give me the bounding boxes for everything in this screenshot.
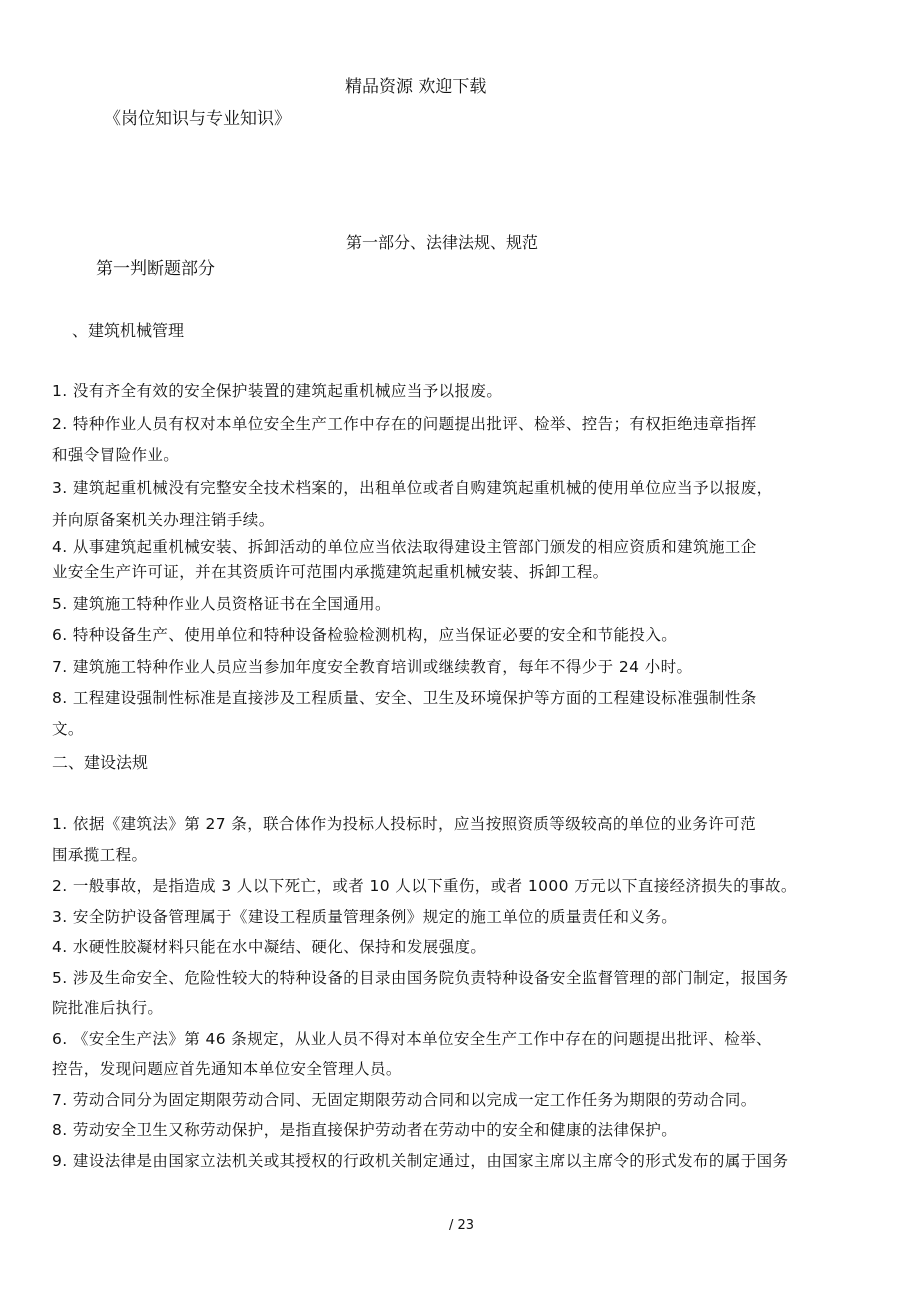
list-line: 控告，发现问题应首先通知本单位安全管理人员。 bbox=[52, 1060, 402, 1078]
section-title: 第一判断题部分 bbox=[96, 259, 215, 279]
list-line: 业安全生产许可证，并在其资质许可范围内承揽建筑起重机械安装、拆卸工程。 bbox=[52, 563, 609, 581]
document-title: 《岗位知识与专业知识》 bbox=[104, 109, 291, 129]
list-line: 5. 涉及生命安全、危险性较大的特种设备的目录由国务院负责特种设备安全监督管理的部门制定，报国务 bbox=[52, 969, 789, 987]
part-title: 第一部分、法律法规、规范 bbox=[346, 233, 539, 252]
list-line: 2. 特种作业人员有权对本单位安全生产工作中存在的问题提出批评、检举、控告；有权拒绝违章指挥 bbox=[52, 415, 757, 433]
list-line: 围承揽工程。 bbox=[52, 846, 148, 864]
list-line: 1. 依据《建筑法》第 27 条，联合体作为投标人投标时，应当按照资质等级较高的单位的业务许可范 bbox=[52, 815, 756, 833]
list-line: 5. 建筑施工特种作业人员资格证书在全国通用。 bbox=[52, 595, 391, 613]
list-line: 3. 安全防护设备管理属于《建设工程质量管理条例》规定的施工单位的质量责任和义务。 bbox=[52, 908, 678, 926]
list-line: 7. 建筑施工特种作业人员应当参加年度安全教育培训或继续教育，每年不得少于 24 小时。 bbox=[52, 658, 693, 676]
subsection-heading-1: 、建筑机械管理 bbox=[72, 321, 185, 340]
list-line: 6. 特种设备生产、使用单位和特种设备检验检测机构，应当保证必要的安全和节能投入。 bbox=[52, 626, 678, 644]
list-line: 1. 没有齐全有效的安全保护装置的建筑起重机械应当予以报废。 bbox=[52, 382, 503, 400]
list-line: 8. 劳动安全卫生又称劳动保护，是指直接保护劳动者在劳动中的安全和健康的法律保护。 bbox=[52, 1121, 678, 1139]
list-line: 7. 劳动合同分为固定期限劳动合同、无固定期限劳动合同和以完成一定工作任务为期限的劳动合同。 bbox=[52, 1091, 757, 1109]
list-line: 4. 从事建筑起重机械安装、拆卸活动的单位应当依法取得建设主管部门颁发的相应资质和建筑施工企 bbox=[52, 538, 757, 556]
list-line: 9. 建设法律是由国家立法机关或其授权的行政机关制定通过，由国家主席以主席令的形式发布的属于国务 bbox=[52, 1152, 789, 1170]
page-number: / 23 bbox=[449, 1218, 475, 1233]
list-line: 2. 一般事故，是指造成 3 人以下死亡，或者 10 人以下重伤，或者 1000 万元以下直接经济损失的事故。 bbox=[52, 877, 797, 895]
subsection-heading-2: 二、建设法规 bbox=[52, 753, 149, 772]
list-line: 4. 水硬性胶凝材料只能在水中凝结、硬化、保持和发展强度。 bbox=[52, 938, 487, 956]
list-line: 和强令冒险作业。 bbox=[52, 446, 180, 464]
list-line: 院批准后执行。 bbox=[52, 999, 164, 1017]
list-line: 3. 建筑起重机械没有完整安全技术档案的，出租单位或者自购建筑起重机械的使用单位应当予以报废， bbox=[52, 479, 773, 497]
list-line: 8. 工程建设强制性标准是直接涉及工程质量、安全、卫生及环境保护等方面的工程建设标准强制性条 bbox=[52, 689, 757, 707]
list-line: 文。 bbox=[52, 720, 84, 738]
list-line: 并向原备案机关办理注销手续。 bbox=[52, 511, 275, 529]
banner-text: 精品资源 欢迎下载 bbox=[345, 77, 487, 97]
list-line: 6. 《安全生产法》第 46 条规定，从业人员不得对本单位安全生产工作中存在的问题提出批评、检举、 bbox=[52, 1030, 772, 1048]
